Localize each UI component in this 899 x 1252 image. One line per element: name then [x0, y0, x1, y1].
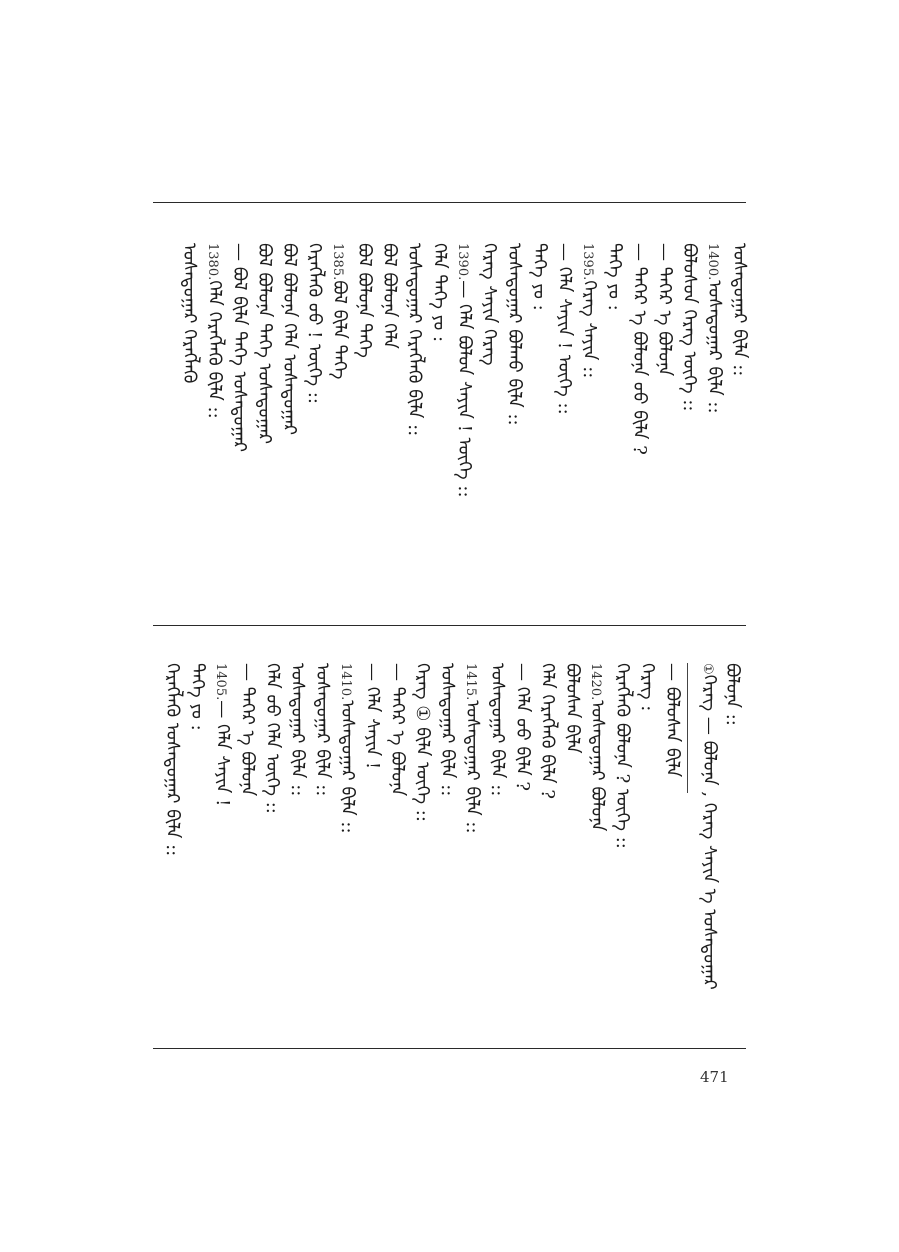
- mongolian-column: [558, 663, 582, 754]
- column-text: ᠬᠡᠷᠡᠭᠯᠡᠬᠦ ᠤᠰᠠᠳᠤᠭᠠᠷ ᠪᠢᠯᠡ ::: [162, 663, 183, 857]
- mongolian-column: [625, 243, 649, 455]
- mongolian-column: [475, 243, 499, 365]
- mongolian-column: [458, 663, 482, 834]
- column-text: — ᠬᠡᠯᠡ ᠰᠠᠶᠢᠨ ! ᠦᠭᠡ ::: [554, 243, 575, 415]
- column-text: ᠤᠰᠠᠳᠤᠭᠠᠷ ᠪᠢᠯᠡ ::: [287, 663, 308, 797]
- column-text: — ᠲᠡᠭᠡᠷ ᠡ ᠪᠣᠯᠤᠨᠠ ᠤᠤ ᠪᠢᠯᠡ ?: [629, 243, 650, 455]
- column-text: — ᠲᠡᠭᠡᠷ ᠡ ᠪᠣᠯᠤᠨᠠ: [654, 243, 675, 377]
- mongolian-column: [608, 663, 632, 849]
- footnote: [700, 663, 745, 1023]
- mongolian-column: [675, 243, 699, 411]
- middle-rule: [153, 625, 746, 626]
- column-text: ᠬᠡᠷᠡᠭ ᠰᠠᠶᠢᠨ ::: [579, 280, 600, 379]
- column-text: — ᠬᠡᠯᠡ ᠰᠠᠶᠢᠨ !: [212, 700, 233, 807]
- column-text: ᠬᠡᠷᠡᠭᠯᠡᠬᠦ ᠤᠤ ! ᠦᠭᠡ ::: [304, 243, 325, 404]
- column-text: ᠪᠣᠯ ᠪᠣᠯᠤᠨᠠ ᠬᠡᠯᠡ: [379, 243, 400, 349]
- column-text: ᠪᠣᠯ ᠪᠢᠯᠡ ᠲᠡᠭᠡ: [329, 280, 350, 380]
- mongolian-column: [483, 663, 507, 796]
- column-text: ᠲᠡᠭᠡ ᠶᠤ :: [529, 243, 550, 311]
- column-text: ᠬᠡᠷᠡᠭ :: [637, 663, 658, 712]
- mongolian-column: [183, 663, 207, 731]
- column-text: ᠤᠰᠠᠳᠤᠭᠠᠷ ᠬᠡᠷᠡᠭᠯᠡᠬᠦ ᠪᠢᠯᠡ ::: [404, 243, 425, 437]
- mongolian-column: [425, 243, 449, 342]
- mongolian-column: [283, 663, 307, 796]
- column-text: ᠤᠰᠠᠳᠤᠭᠠᠷ ᠪᠣᠯᠬᠤ ᠪᠢᠯᠡ ::: [504, 243, 525, 426]
- column-text: ᠲᠡᠭᠡ ᠶᠤ :: [187, 663, 208, 731]
- mongolian-column: [700, 243, 724, 414]
- bottom-rule: [153, 1048, 746, 1049]
- mongolian-column: [725, 243, 749, 376]
- column-text: ᠬᠡᠷᠡᠭ ᠰᠠᠶᠢᠨ ᠬᠡᠷᠡᠭ: [479, 243, 500, 366]
- mongolian-column: [583, 663, 607, 831]
- column-text: ᠤᠰᠠᠳᠤᠭᠠᠷ ᠪᠢᠯᠡ ::: [729, 243, 750, 377]
- mongolian-column: [383, 663, 407, 796]
- line-number: 1390.: [455, 243, 470, 281]
- mongolian-column: [275, 243, 299, 435]
- column-text: — ᠲᠡᠭᠡᠷ ᠡ ᠪᠣᠯᠤᠨᠠ: [387, 663, 408, 797]
- mongolian-column: [333, 663, 357, 834]
- column-text: ᠪᠣᠯᠤᠨᠠ ::: [722, 663, 743, 726]
- column-text: — ᠪᠣᠯᠤᠰᠠᠨ ᠪᠢᠯᠡ: [662, 663, 683, 778]
- mongolian-column: [233, 663, 257, 796]
- column-text: ᠤᠰᠠᠳᠤᠭᠠᠷ ᠪᠢᠯᠡ ::: [704, 280, 725, 414]
- mongolian-column: [325, 243, 349, 379]
- mongolian-column: [450, 243, 474, 498]
- line-number: 1385.: [330, 243, 345, 281]
- mongolian-column: [375, 243, 399, 349]
- column-text: ᠤᠰᠠᠳᠤᠭᠠᠷ ᠪᠢᠯᠡ ::: [337, 700, 358, 834]
- mongolian-column: [533, 663, 557, 799]
- column-text: — ᠲᠡᠭᠡᠷ ᠡ ᠪᠣᠯᠤᠨᠠ: [237, 663, 258, 797]
- mongolian-column: [525, 243, 549, 311]
- mongolian-column: [500, 243, 524, 426]
- column-text: — ᠬᠡᠯᠡ ᠤᠤ ᠪᠢᠯᠡ ?: [512, 663, 533, 792]
- mongolian-column: [433, 663, 457, 796]
- mongolian-column: [158, 663, 182, 856]
- mongolian-column: [300, 243, 324, 404]
- column-text: ᠤᠰᠠᠳᠤᠭᠠᠷ ᠪᠣᠯᠤᠨᠠ: [587, 700, 608, 832]
- column-text: ᠬᠡᠷᠡᠭ ① ᠪᠢᠯᠡ ᠦᠭᠡ ::: [412, 663, 433, 822]
- column-text: ᠪᠣᠯ ᠪᠣᠯᠤᠨᠠ ᠬᠡᠯᠡ ᠤᠰᠠᠳᠤᠭᠠᠷ: [279, 243, 300, 435]
- top-rule: [153, 202, 746, 203]
- mongolian-column: [175, 243, 199, 383]
- line-number: 1395.: [580, 243, 595, 281]
- column-text: ᠪᠣᠯᠤᠰᠠᠨ ᠪᠢᠯᠡ: [562, 663, 583, 754]
- mongolian-column: [258, 663, 282, 814]
- column-text: ᠤᠰᠠᠳᠤᠭᠠᠷ ᠪᠢᠯᠡ ::: [437, 663, 458, 797]
- mongolian-column: [308, 663, 332, 796]
- column-text: ᠤᠰᠠᠳᠤᠭᠠᠷ ᠪᠢᠯᠡ ::: [312, 663, 333, 797]
- column-text: ᠬᠡᠯᠡ ᠤᠤ ᠬᠡᠯᠡ ᠦᠭᠡ ::: [262, 663, 283, 814]
- column-text: — ᠬᠡᠯᠡ ᠪᠣᠯᠤᠨ ᠰᠠᠶᠢᠨ ! ᠦᠭᠡ ::: [454, 280, 475, 498]
- column-text: — ᠬᠡᠯᠡ ᠰᠠᠶᠢᠨ !: [362, 663, 383, 770]
- line-number: 1405.: [213, 663, 228, 701]
- mongolian-column: [200, 243, 224, 419]
- mongolian-column: [600, 243, 624, 311]
- column-text: ᠬᠡᠷᠡᠭᠯᠡᠬᠦ ᠪᠣᠯᠤᠨᠠ ? ᠦᠭᠡ ::: [612, 663, 633, 849]
- mongolian-column: [208, 663, 232, 806]
- footnote-tail: [720, 663, 744, 726]
- column-text: ᠪᠣᠯ ᠪᠣᠯᠤᠨᠠ ᠲᠡᠭᠡ ᠤᠰᠠᠳᠤᠭᠠᠷ: [254, 243, 275, 444]
- mongolian-column: [650, 243, 674, 376]
- line-number: 1410.: [338, 663, 353, 701]
- column-text: ᠪᠣᠯ ᠪᠣᠯᠤᠨᠠ ᠲᠡᠭᠡ: [354, 243, 375, 358]
- mongolian-column: [658, 663, 682, 777]
- mongolian-column: [225, 243, 249, 452]
- line-number: 1380.: [205, 243, 220, 281]
- mongolian-column: [358, 663, 382, 769]
- column-text: — ᠪᠣᠯ ᠪᠢᠯᠡ ᠲᠡᠭᠡ ᠤᠰᠠᠳᠤᠭᠠᠷ: [229, 243, 250, 453]
- mongolian-column: [350, 243, 374, 358]
- column-text: ᠲᠡᠭᠡ ᠶᠤ :: [604, 243, 625, 311]
- line-number: 1400.: [705, 243, 720, 281]
- lower-text-block: [153, 663, 683, 993]
- column-text: ᠤᠰᠠᠳᠤᠭᠠᠷ ᠪᠢᠯᠡ ::: [462, 700, 483, 834]
- column-text: ᠬᠡᠯᠡ ᠲᠡᠭᠡ ᠶᠤ :: [429, 243, 450, 343]
- page-number: 471: [700, 1068, 729, 1086]
- column-text: ᠬᠡᠯᠡ ᠬᠡᠷᠡᠭᠯᠡᠬᠦ ᠪᠢᠯᠡ ?: [537, 663, 558, 799]
- line-number: 1415.: [463, 663, 478, 701]
- column-text: ᠤᠰᠠᠳᠤᠭᠠᠷ ᠬᠡᠷᠡᠭᠯᠡᠬᠦ: [179, 243, 200, 384]
- footnote-marker: ①: [700, 663, 715, 675]
- mongolian-column: [508, 663, 532, 791]
- upper-text-block: [163, 243, 750, 573]
- footnote-text-column: [695, 663, 719, 990]
- mongolian-column: [550, 243, 574, 415]
- column-text: ᠪᠣᠯᠣᠰᠣᠨ ᠬᠡᠷᠡᠭ ᠦᠭᠡ ::: [679, 243, 700, 412]
- column-text: ᠬᠡᠯᠡ ᠬᠡᠷᠡᠭᠯᠡᠬᠦ ᠪᠢᠯᠡ ::: [204, 280, 225, 419]
- line-number: 1420.: [588, 663, 603, 701]
- footnote-text: ᠬᠡᠷᠡᠭ — ᠪᠣᠯᠤᠨᠠ , ᠬᠡᠷᠡᠭ ᠰᠠᠶᠢᠨ ᠡ ᠤᠰᠠᠳᠤᠭᠠᠷ: [699, 674, 720, 990]
- column-text: ᠤᠰᠠᠳᠤᠭᠠᠷ ᠪᠢᠯᠡ ::: [487, 663, 508, 797]
- mongolian-column: [408, 663, 432, 822]
- mongolian-column: [575, 243, 599, 378]
- mongolian-column: [250, 243, 274, 444]
- mongolian-column: [633, 663, 657, 711]
- footnote-separator: [687, 663, 688, 793]
- mongolian-column: [400, 243, 424, 436]
